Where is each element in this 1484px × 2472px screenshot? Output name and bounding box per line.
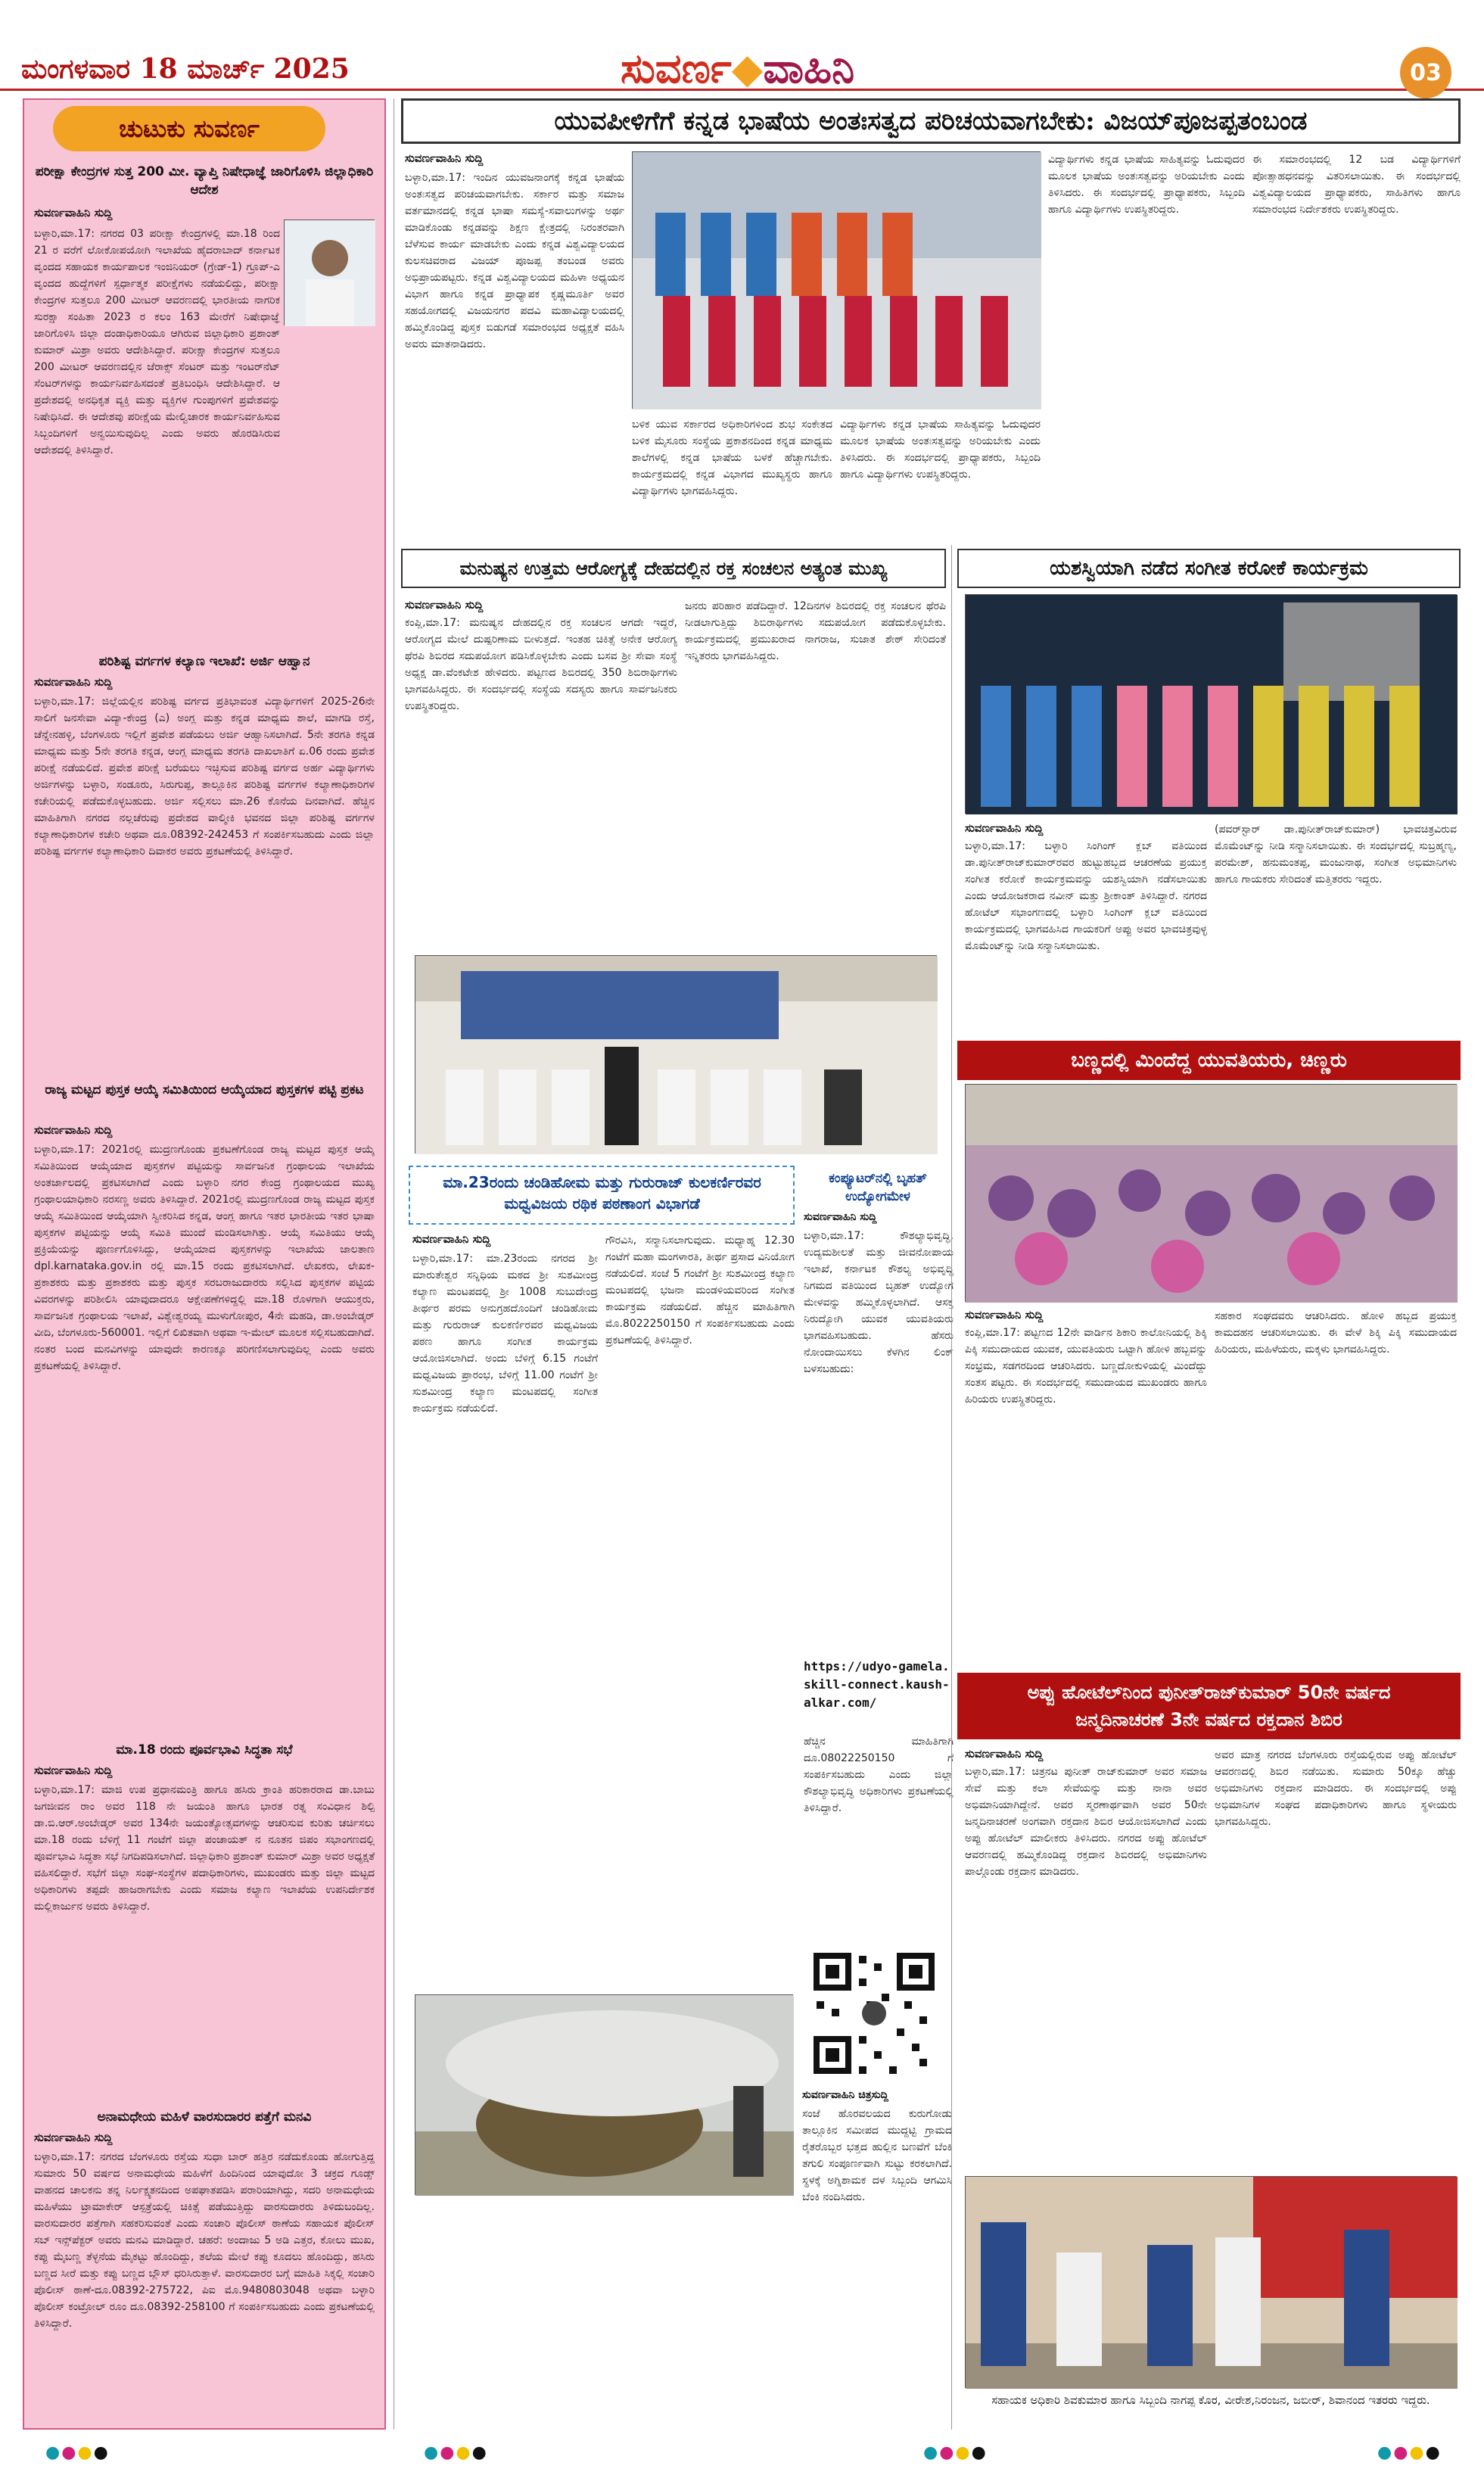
job-registration-link[interactable]: https://udyo-gamela.skill-connect.kaush-alkar.com/ (804, 1659, 950, 1710)
byline: ಸುವರ್ಣವಾಹಿನಿ ಸುದ್ದಿ (412, 1232, 491, 1246)
appu-body: ಬಳ್ಳಾರಿ,ಮಾ.17: ಚಿತ್ರನಟ ಪುನೀತ್ ರಾಜ್‌ಕುಮಾರ್ ಅವರ ಸಮಾಜ ಸೇವೆ ಮತ್ತು ಕಲಾ ಸೇವೆಯನ್ನು ಮತ್ತು ನಾನಾ ಅವರ ಅಭಿಮಾನಿಯಾಗಿದ್ದೇನೆ. ಅವರ ಸ್ಮರಣಾರ್ಥವಾಗಿ ಅವರ 50ನೇ ಜನ್ಮದಿನಾಚರಣೆ ಅಂಗವಾಗಿ ರಕ್ತದಾನ ಶಿಬಿರ ಆಯೋಜಿಸಲಾಗಿದೆ ಎಂದು ಅಪ್ಪು ಹೋಟೆಲ್ ಮಾಲೀಕರು ತಿಳಿಸಿದರು. ನಗರದ ಅಪ್ಪು ಹೋಟೆಲ್ ಆವರಣದಲ್ಲಿ ಹಮ್ಮಿಕೊಂಡಿದ್ದ ರಕ್ತದಾನ ಶಿಬಿರದಲ್ಲಿ ಅಭಿಮಾನಿಗಳು ಪಾಲ್ಗೊಂಡು ರಕ್ತದಾನ ಮಾಡಿದರು. (965, 1766, 1207, 1878)
fire-photo (415, 1994, 793, 2195)
story-headline: ಮಾ.18 ರಂದು ಪೂರ್ವಭಾವಿ ಸಿದ್ಧತಾ ಸಭೆ (116, 1742, 293, 1757)
lead-headline-banner: ಯುವಪೀಳಿಗೆಗೆ ಕನ್ನಡ ಭಾಷೆಯ ಅಂತಃಸತ್ವದ ಪರಿಚಯವಾಗಬೇಕು: ವಿಜಯ್‌ಪೂಜಪ್ಪತಂಬಂಡ (401, 98, 1461, 144)
appu-headline-line2: ಜನ್ಮದಿನಾಚರಣೆ 3ನೇ ವರ್ಷದ ರಕ್ತದಾನ ಶಿಬಿರ (1075, 1709, 1342, 1730)
byline: ಸುವರ್ಣವಾಹಿನಿ ಸುದ್ದಿ (405, 151, 484, 165)
lead-body: ಬಳಿಕ ಯುವ ಸರ್ಕಾರದ ಅಧಿಕಾರಿಗಳಿಂದ ಶುಭ ಸಂಕೇತದ ಬಳಿಕ ಮೈಸೂರು ಸಂಸ್ಥೆಯ ಪ್ರಕಾಶನದಿಂದ ಕನ್ನಡ ಮಾಧ್ಯಮ ಶಾಲೆಗಳಲ್ಲಿ ಕನ್ನಡ ಭಾಷೆಯ ಬಳಕೆ ಹೆಚ್ಚಾಗಬೇಕು. ಕಾರ್ಯಕ್ರಮದಲ್ಲಿ ಕನ್ನಡ ವಿಭಾಗದ ಮುಖ್ಯಸ್ಥರು ಹಾಗೂ ವಿದ್ಯಾರ್ಥಿಗಳು ಭಾಗವಹಿಸಿದ್ದರು. (632, 419, 832, 497)
appu-photo (965, 2176, 1457, 2388)
registration-marks: ●●●● (424, 2443, 488, 2462)
chutuku-heading: ಚುಟುಕು ಸುವರ್ಣ (53, 106, 325, 151)
lead-body: ಬಳ್ಳಾರಿ,ಮಾ.17: ಇಂದಿನ ಯುವಜನಾಂಗಕ್ಕೆ ಕನ್ನಡ ಭಾಷೆಯ ಅಂತಃಸತ್ವದ ಪರಿಚಯವಾಗಬೇಕು. ಸರ್ಕಾರ ಮತ್ತು ಸಮಾಜ ವರ್ತಮಾನದಲ್ಲಿ ಕನ್ನಡ ಭಾಷಾ ಸಮಸ್ಯೆ-ಸವಾಲುಗಳನ್ನು ಅರ್ಥ ಮಾಡಿಕೊಂಡು ಕನ್ನಡವನ್ನು ಶಿಕ್ಷಣ ಕ್ಷೇತ್ರದಲ್ಲಿ ನಿರಂತರವಾಗಿ ಬೆಳೆಸುವ ಕಾರ್ಯ ಮಾಡಬೇಕು ಎಂದು ಕನ್ನಡ ವಿಶ್ವವಿದ್ಯಾಲಯದ ಕುಲಸಚಿವರಾದ ವಿಜಯ್ ಪೂಜಪ್ಪ ತಂಬಂಡ ಅವರು ಅಭಿಪ್ರಾಯಪಟ್ಟರು. ಕನ್ನಡ ವಿಶ್ವವಿದ್ಯಾಲಯದ ಮಹಿಳಾ ಅಧ್ಯಯನ ವಿಭಾಗ ಹಾಗೂ ಕನ್ನಡ ಪ್ರಾಧ್ಯಾಪಕ ಕೃಷ್ಣಮೂರ್ತಿ ಅವರ ಸಹಯೋಗದಲ್ಲಿ ವಿಜಯನಗರ ಪದವಿ ಮಹಾವಿದ್ಯಾಲಯದಲ್ಲಿ ಹಮ್ಮಿಕೊಂಡಿದ್ದ ಪುಸ್ತಕ ಬಿಡುಗಡೆ ಸಮಾರಂಭದ ಅಧ್ಯಕ್ಷತೆ ವಹಿಸಿ ಅವರು ಮಾತನಾಡಿದರು. (405, 172, 624, 350)
byline: ಸುವರ್ಣವಾಹಿನಿ ಸುದ್ದಿ (34, 206, 113, 219)
holi-headline: ಬಣ್ಣದಲ್ಲಿ ಮಿಂದೆದ್ದ ಯುವತಿಯರು, ಚಿಣ್ಣರು (957, 1041, 1461, 1080)
collector-photo (284, 219, 375, 325)
qr-code-icon[interactable] (806, 1945, 942, 2081)
job-body: ಹೆಚ್ಚಿನ ಮಾಹಿತಿಗಾಗಿ ದೂ.08022250150 ಗೆ ಸಂಪರ್ಕಿಸಬಹುದು ಎಂದು ಜಿಲ್ಲಾ ಕೌಶಲ್ಯಾಭಿವೃದ್ಧಿ ಅಧಿಕಾರಿಗಳು ಪ್ರಕಟಣೆಯಲ್ಲಿ ತಿಳಿಸಿದ್ದಾರೆ. (804, 1736, 954, 1814)
column-rule (951, 545, 952, 2430)
story-body: ಬಳ್ಳಾರಿ,ಮಾ.17: ಮಾಜಿ ಉಪ ಪ್ರಧಾನಮಂತ್ರಿ ಹಾಗೂ ಹಸಿರು ಕ್ರಾಂತಿ ಹರಿಕಾರರಾದ ಡಾ.ಬಾಬು ಜಗಜೀವನ ರಾಂ ಅವರ 118 ನೇ ಜಯಂತಿ ಹಾಗೂ ಭಾರತ ರತ್ನ ಸಂವಿಧಾನ ಶಿಲ್ಪಿ ಡಾ.ಬಿ.ಆರ್.ಅಂಬೇಡ್ಕರ್ ಅವರ 134ನೇ ಜಯಂತ್ಯೋತ್ಸವಗಳನ್ನು ಆಚರಿಸುವ ಕುರಿತು ಚರ್ಚಿಸಲು ಮಾ.18 ರಂದು ಬೆಳಿಗ್ಗೆ 11 ಗಂಟೆಗೆ ಜಿಲ್ಲಾ ಪಂಚಾಯತ್ ನ ನೂತನ ಜಿಪಂ ಸಭಾಂಗಣದಲ್ಲಿ ಪೂರ್ವಭಾವಿ ಸಿದ್ಧತಾ ಸಭೆ ನಿಗದಿಪಡಿಸಲಾಗಿದೆ. ಜಿಲ್ಲಾಧಿಕಾರಿ ಪ್ರಶಾಂತ್ ಕುಮಾರ್ ಮಿಶ್ರಾ ಅವರ ಅಧ್ಯಕ್ಷತೆ ವಹಿಸಲಿದ್ದಾರೆ. ಸಭೆಗೆ ಜಿಲ್ಲಾ ಸಂಘ-ಸಂಸ್ಥೆಗಳ ಪದಾಧಿಕಾರಿಗಳು, ಮುಖಂಡರು ಮತ್ತು ಜಿಲ್ಲಾ ಮಟ್ಟದ ಅಧಿಕಾರಿಗಳು ತಪ್ಪದೇ ಹಾಜರಾಗಬೇಕು ಎಂದು ಸಮಾಜ ಕಲ್ಯಾಣ ಇಲಾಖೆಯ ಉಪನಿರ್ದೇಶಕ ಮಲ್ಲಿಕಾರ್ಜುನ ಅವರು ತಿಳಿಸಿದ್ದಾರೆ. (34, 1784, 375, 1913)
health-body: ಕಂಪ್ಲಿ,ಮಾ.17: ಮನುಷ್ಯನ ದೇಹದಲ್ಲಿನ ರಕ್ತ ಸಂಚಲನ ಆಗದೇ ಇದ್ದರೆ, ಆರೋಗ್ಯದ ಮೇಲೆ ದುಷ್ಪರಿಣಾಮ ಬೀಳುತ್ತದೆ. ಇಂತಹ ಚಿಕಿತ್ಸೆ ಅನೇಕ ಆರೋಗ್ಯ ಥೆರಪಿ ಶಿಬಿರದ ಸದುಪಯೋಗ ಪಡಿಸಿಕೊಳ್ಳಬೇಕು ಎಂದು ಬಸವ ಶ್ರೀ ಸೇವಾ ಸಂಸ್ಥೆ ಅಧ್ಯಕ್ಷ ಡಾ.ವೆಂಕಟೇಶ ಹೇಳಿದರು. ಪಟ್ಟಣದ ಶಿಬಿರದಲ್ಲಿ 350 ಶಿಬಿರಾರ್ಥಿಗಳು ಭಾಗವಹಿಸಿದ್ದರು. ಈ ಸಂದರ್ಭದಲ್ಲಿ ಸಂಸ್ಥೆಯ ಸದಸ್ಯರು ಹಾಗೂ ಸಾರ್ವಜನಿಕರು ಉಪಸ್ಥಿತರಿದ್ದರು. (405, 617, 677, 712)
music-body: (ಪವರ್‌ಸ್ಟಾರ್ ಡಾ.ಪುನೀತ್‌ರಾಜ್‌ಕುಮಾರ್) ಭಾವಚಿತ್ರವಿರುವ ಮೊಮೆಂಟ್‌ನ್ನು ನೀಡಿ ಸನ್ಮಾನಿಸಲಾಯಿತು. ಈ ಸಂದರ್ಭದಲ್ಲಿ ಸುಬ್ರಹ್ಮಣ್ಯ, ಪರಮೇಶ್, ಹನುಮಂತಪ್ಪ, ಮಂಜುನಾಥ, ಸಂಗೀತ ಅಭಿಮಾನಿಗಳು ಹಾಗೂ ಗಾಯಕರು ಸೇರಿದಂತೆ ಮತ್ತಿತರರು ಇದ್ದರು. (1215, 823, 1457, 886)
byline: ಸುವರ್ಣವಾಹಿನಿ ಸುದ್ದಿ (965, 1308, 1044, 1322)
holi-photo (965, 1084, 1457, 1302)
registration-marks: ●●●● (45, 2443, 110, 2462)
health-photo (415, 955, 937, 1153)
music-headline: ಯಶಸ್ವಿಯಾಗಿ ನಡೆದ ಸಂಗೀತ ಕರೋಕೆ ಕಾರ್ಯಕ್ರಮ (957, 549, 1461, 588)
story-headline: ರಾಜ್ಯ ಮಟ್ಟದ ಪುಸ್ತಕ ಆಯ್ಕೆ ಸಮಿತಿಯಿಂದ ಆಯ್ಕೆಯಾದ ಪುಸ್ತಕಗಳ ಪಟ್ಟಿ ಪ್ರಕಟ (45, 1082, 364, 1097)
page-number: 03 (1400, 47, 1451, 98)
chandi-body: ಗೌರವಿಸಿ, ಸನ್ಮಾನಿಸಲಾಗುವುದು. ಮಧ್ಯಾಹ್ನ 12.30 ಗಂಟೆಗೆ ಮಹಾ ಮಂಗಳಾರತಿ, ತೀರ್ಥ ಪ್ರಸಾದ ವಿನಿಯೋಗ ನಡೆಯಲಿದೆ. ಸಂಜೆ 5 ಗಂಟೆಗೆ ಶ್ರೀ ಸುಶಮೀಂದ್ರ ಕಲ್ಯಾಣ ಮಂಟಪದಲ್ಲಿ ಭಜನಾ ಮಂಡಳಿಯವರಿಂದ ಸಂಗೀತ ಕಾರ್ಯಕ್ರಮ ನಡೆಯಲಿದೆ. ಹೆಚ್ಚಿನ ಮಾಹಿತಿಗಾಗಿ ಮೊ.8022250150 ಗೆ ಸಂಪರ್ಕಿಸಬಹುದು ಎಂದು ಪ್ರಕಟಣೆಯಲ್ಲಿ ತಿಳಿಸಿದ್ದಾರೆ. (605, 1234, 795, 1347)
appu-headline (957, 1673, 1461, 1739)
lead-body: ಈ ಸಮಾರಂಭದಲ್ಲಿ 12 ಬಡ ವಿದ್ಯಾರ್ಥಿಗಳಿಗೆ ಪೋತ್ಸಾಹಧನವನ್ನು ವಿತರಿಸಲಾಯಿತು. ಈ ಸಂದರ್ಭದಲ್ಲಿ ವಿಶ್ವವಿದ್ಯಾಲಯದ ಪ್ರಾಧ್ಯಾಪಕರು, ಸಾಹಿತಿಗಳು ಹಾಗೂ ಸಮಾರಂಭದ ನಿರ್ದೇಶಕರು ಉಪಸ್ಥಿತರಿದ್ದರು. (1252, 154, 1461, 216)
appu-body: ಅವರ ಮಾತ್ರ ನಗರದ ಬೆಂಗಳೂರು ರಸ್ತೆಯಲ್ಲಿರುವ ಅಪ್ಪು ಹೋಟೆಲ್ ಆವರಣದಲ್ಲಿ ಶಿಬಿರ ನಡೆಯಿತು. ಸುಮಾರು 50ಕ್ಕೂ ಹೆಚ್ಚು ಅಭಿಮಾನಿಗಳು ರಕ್ತದಾನ ಮಾಡಿದರು. ಈ ಸಂದರ್ಭದಲ್ಲಿ ಅಪ್ಪು ಅಭಿಮಾನಿಗಳ ಸಂಘದ ಪದಾಧಿಕಾರಿಗಳು ಹಾಗೂ ಸ್ಥಳೀಯರು ಭಾಗವಹಿಸಿದ್ದರು. (1215, 1749, 1457, 1828)
story-body: ಬಳ್ಳಾರಿ,ಮಾ.17: ನಗರದ ಬೆಂಗಳೂರು ರಸ್ತೆಯ ಸುಧಾ ಬಾರ್ ಹತ್ತಿರ ನಡೆದುಕೊಂಡು ಹೋಗುತ್ತಿದ್ದ ಸುಮಾರು 50 ವರ್ಷದ ಅನಾಮಧೇಯ ಮಹಿಳೆಗೆ ಹಿಂದಿನಿಂದ ಯಾವುದೋ 3 ಚಕ್ರದ ಗೂಡ್ಸ್ ವಾಹನದ ಚಾಲಕನು ತನ್ನ ನಿರ್ಲಕ್ಷ್ಯತನದಿಂದ ಅಪಘಾತಪಡಿಸಿ ಪರಾರಿಯಾಗಿದ್ದು, ಸದರಿ ಅನಾಮಧೇಯ ಮಹಿಳೆಯು ಟ್ರಾಮಾಕೇರ್ ಆಸ್ಪತ್ರೆಯಲ್ಲಿ ಚಿಕಿತ್ಸೆ ಪಡೆಯುತ್ತಿದ್ದು ವಾರಸುದಾರರು ತಿಳಿದುಬಂದಿಲ್ಲ. ವಾರಸುದಾರರ ಪತ್ತೆಗಾಗಿ ಸಹಕರಿಸುವಂತೆ ಎಂದು ಸಂಚಾರಿ ಪೊಲೀಸ್ ಠಾಣೆಯ ಸಹಾಯಕ ಪೊಲೀಸ್ ಸಬ್ ಇನ್ಸ್‌ಪೆಕ್ಟರ್ ಅವರು ಮನವಿ ಮಾಡಿದ್ದಾರೆ. ಚಹರೆ: ಅಂದಾಜು 5 ಅಡಿ ಎತ್ತರ, ಕೋಲು ಮುಖ, ಕಪ್ಪು ಮೈಬಣ್ಣ ತೆಳ್ಳನೆಯ ಮೈಕಟ್ಟು ಹೊಂದಿದ್ದು, ತಲೆಯ ಮೇಲೆ ಕಪ್ಪು ಕೂದಲು ಹೊಂದಿದ್ದು, ಹಸಿರು ಬಣ್ಣದ ಸೀರೆ ಮತ್ತು ಕಪ್ಪು ಬಣ್ಣದ ಬ್ಲೌಸ್ ಧರಿಸಿರುತ್ತಾಳೆ. ವಾರಸುದಾರರ ಬಗ್ಗೆ ಮಾಹಿತಿ ಸಿಕ್ಕಲ್ಲಿ ಸಂಚಾರಿ ಪೊಲೀಸ್ ಠಾಣೆ-ದೂ.08392-275722, ಪಿಐ ಮೊ.9480803048 ಅಥವಾ ಬಳ್ಳಾರಿ ಪೊಲೀಸ್ ಕಂಟ್ರೋಲ್ ರೂಂ ದೂ.08392-258100 ಗೆ ಸಂಪರ್ಕಿಸಬಹುದು ಎಂದು ಪ್ರಕಟಣೆಯಲ್ಲಿ ತಿಳಿಸಿದ್ದಾರೆ. (34, 2151, 375, 2330)
job-headline: ಕಂಪ್ಯೂಟರ್‌ನಲ್ಲಿ ಬೃಹತ್ ಉದ್ಯೋಗಮೇಳ (829, 1171, 927, 1204)
byline: ಸುವರ್ಣವಾಹಿನಿ ಸುದ್ದಿ (965, 821, 1044, 835)
story-headline: ಪರಿಶಿಷ್ಟ ವರ್ಗಗಳ ಕಲ್ಯಾಣ ಇಲಾಖೆ: ಅರ್ಜಿ ಆಹ್ವಾನ (98, 654, 310, 669)
story-body: ಬಳ್ಳಾರಿ,ಮಾ.17: ನಗರದ 03 ಪರೀಕ್ಷಾ ಕೇಂದ್ರಗಳಲ್ಲಿ ಮಾ.18 ರಿಂದ 21 ರ ವರೆಗೆ ಲೋಕೋಪಯೋಗಿ ಇಲಾಖೆಯ ಹೈದರಾಬಾದ್ ಕರ್ನಾಟಕ ವೃಂದದ ಸಹಾಯಕ ಕಾರ್ಯಪಾಲಕ ಇಂಜಿನಿಯರ್ (ಗ್ರೇಡ್-1) ಗ್ರೂಪ್-ಎ ವೃಂದದ ಹುದ್ದೆಗಳಿಗೆ ಸ್ಪರ್ಧಾತ್ಮಕ ಪರೀಕ್ಷೆಗಳು ನಡೆಯಲಿದ್ದು, ಪರೀಕ್ಷಾ ಕೇಂದ್ರಗಳ ಸುತ್ತಲೂ 200 ಮೀಟರ್ ಆವರಣದಲ್ಲಿ ಭಾರತೀಯ ನಾಗರಿಕ ಸುರಕ್ಷಾ ಸಂಹಿತಾ 2023 ರ ಕಲಂ 163 ಮೇರೆಗೆ ನಿಷೇಧಾಜ್ಞೆ ಜಾರಿಗೊಳಿಸಿ ಜಿಲ್ಲಾ ದಂಡಾಧಿಕಾರಿಯೂ ಆಗಿರುವ ಜಿಲ್ಲಾಧಿಕಾರಿ ಪ್ರಶಾಂತ್ ಕುಮಾರ್ ಮಿಶ್ರಾ ಅವರು ಆದೇಶಿಸಿದ್ದಾರೆ. ಪರೀಕ್ಷಾ ಕೇಂದ್ರಗಳ ಸುತ್ತಲೂ 200 ಮೀಟರ್ ಆವರಣದಲ್ಲಿನ ಜೆರಾಕ್ಸ್ ಸೆಂಟರ್ ಮತ್ತು ಇಂಟರ್‌ನೆಟ್ ಸೆಂಟರ್‌ಗಳನ್ನು ಕಾರ್ಯನಿರ್ವಹಿಸದಂತೆ ಪ್ರತಿಬಂಧಿಸಿ ಆದೇಶಿಸಿದ್ದಾರೆ. ಆ ಪ್ರದೇಶದಲ್ಲಿ ಅನಧಿಕೃತ ವ್ಯಕ್ತಿ ಮತ್ತು ವ್ಯಕ್ತಿಗಳ ಗುಂಪುಗಳಿಗೆ ಪ್ರವೇಶವನ್ನು ನಿಷೇಧಿಸಿದೆ. ಈ ಆದೇಶವು ಪರೀಕ್ಷೆಯ ಮೇಲ್ವಿಚಾರಕ ಕಾರ್ಯನಿರ್ವಹಿಸುವ ಸಿಬ್ಬಂದಿಗಳಿಗೆ ಅನ್ವಯಿಸುವುದಿಲ್ಲ ಎಂದು ಅವರು ಹೊರಡಿಸಿರುವ ಆದೇಶದಲ್ಲಿ ತಿಳಿಸಿದ್ದಾರೆ. (34, 228, 280, 456)
registration-marks: ●●●● (923, 2443, 988, 2462)
holi-body: ಕಂಪ್ಲಿ,ಮಾ.17: ಪಟ್ಟಣದ 12ನೇ ವಾರ್ಡಿನ ಶಿಕಾರಿ ಕಾಲೋನಿಯಲ್ಲಿ ಶಿಕ್ಕಿ ಪಿಕ್ಕಿ ಸಮುದಾಯದ ಯುವಕ, ಯುವತಿಯರು ಒಟ್ಟಾಗಿ ಹೋಳಿ ಹಬ್ಬವನ್ನು ಸಂಭ್ರಮ, ಸಡಗರದಿಂದ ಆಚರಿಸಿದರು. ಬಣ್ಣದೋಕುಳಿಯಲ್ಲಿ ಮಿಂದೆದ್ದು ಸಂತಸ ಪಟ್ಟರು. ಈ ಸಂದರ್ಭದಲ್ಲಿ ಸಮುದಾಯದ ಮುಖಂಡರು ಹಾಗೂ ಹಿರಿಯರು ಉಪಸ್ಥಿತರಿದ್ದರು. (965, 1327, 1207, 1406)
chandi-body: ಬಳ್ಳಾರಿ,ಮಾ.17: ಮಾ.23ರಂದು ನಗರದ ಶ್ರೀ ಮಾರುತೇಶ್ವರ ಸನ್ನಿಧಿಯ ಮಠದ ಶ್ರೀ ಸುಶಮೀಂದ್ರ ಕಲ್ಯಾಣ ಮಂಟಪದಲ್ಲಿ ಶ್ರೀ 1008 ಸುಬುದೇಂದ್ರ ತೀರ್ಥರ ಪರಮ ಅನುಗ್ರಹದೊಂದಿಗೆ ಚಂಡಿಹೋಮ ಮತ್ತು ಗುರುರಾಜ್ ಕುಲಕರ್ಣಿರವರ ಮಧ್ವವಿಜಯ ಪಠಣ ಹಾಗೂ ಸಂಗೀತ ಕಾರ್ಯಕ್ರಮ ಆಯೋಜಿಸಲಾಗಿದೆ. ಅಂದು ಬೆಳಿಗ್ಗೆ 6.15 ಗಂಟೆಗೆ ಮಧ್ವವಿಜಯ ಪ್ರಾರಂಭ, ಬೆಳಿಗ್ಗೆ 11.00 ಗಂಟೆಗೆ ಶ್ರೀ ಸುಶಮೀಂದ್ರ ಕಲ್ಯಾಣ ಮಂಟಪದಲ್ಲಿ ಸಂಗೀತ ಕಾರ್ಯಕ್ರಮ ನಡೆಯಲಿದೆ. (412, 1253, 598, 1415)
lead-body: ವಿದ್ಯಾರ್ಥಿಗಳು ಕನ್ನಡ ಭಾಷೆಯ ಸಾಹಿತ್ಯವನ್ನು ಓದುವುದರ ಮೂಲಕ ಭಾಷೆಯ ಅಂತಃಸತ್ವವನ್ನು ಅರಿಯಬೇಕು ಎಂದು ತಿಳಿಸಿದರು. ಈ ಸಂದರ್ಭದಲ್ಲಿ ಪ್ರಾಧ್ಯಾಪಕರು, ಸಿಬ್ಬಂದಿ ಹಾಗೂ ವಿದ್ಯಾರ್ಥಿಗಳು ಉಪಸ್ಥಿತರಿದ್ದರು. (840, 419, 1041, 481)
lead-body: ವಿದ್ಯಾರ್ಥಿಗಳು ಕನ್ನಡ ಭಾಷೆಯ ಸಾಹಿತ್ಯವನ್ನು ಓದುವುದರ ಮೂಲಕ ಭಾಷೆಯ ಅಂತಃಸತ್ವವನ್ನು ಅರಿಯಬೇಕು ಎಂದು ತಿಳಿಸಿದರು. ಈ ಸಂದರ್ಭದಲ್ಲಿ ಪ್ರಾಧ್ಯಾಪಕರು, ಸಿಬ್ಬಂದಿ ಹಾಗೂ ವಿದ್ಯಾರ್ಥಿಗಳು ಉಪಸ್ಥಿತರಿದ್ದರು. (1048, 154, 1245, 216)
music-body: ಬಳ್ಳಾರಿ,ಮಾ.17: ಬಳ್ಳಾರಿ ಸಿಂಗಿಂಗ್ ಕ್ಲಬ್ ವತಿಯಿಂದ ಡಾ.ಪುನೀತ್‌ರಾಜ್‌ಕುಮಾರ್‌ರವರ ಹುಟ್ಟುಹಬ್ಬದ ಆಚರಣೆಯ ಪ್ರಯುಕ್ತ ಸಂಗೀತ ಕರೋಕೆ ಕಾರ್ಯಕ್ರಮವನ್ನು ಯಶಸ್ವಿಯಾಗಿ ನಡೆಸಲಾಯಿತು ಎಂದು ಆಯೋಜಕರಾದ ನವೀನ್ ಮತ್ತು ಶ್ರೀಕಾಂತ್ ತಿಳಿಸಿದ್ದಾರೆ. ನಗರದ ಹೋಟೆಲ್ ಸಭಾಂಗಣದಲ್ಲಿ ಬಳ್ಳಾರಿ ಸಿಂಗಿಂಗ್ ಕ್ಲಬ್ ವತಿಯಿಂದ ಕಾರ್ಯಕ್ರಮದಲ್ಲಿ ಭಾಗವಹಿಸಿದ ಗಾಯಕರಿಗೆ ಅಪ್ಪು ಅವರ ಭಾವಚಿತ್ರವುಳ್ಳ ಮೊಮೆಂಟ್‌ನ್ನು ನೀಡಿ ಸನ್ಮಾನಿಸಲಾಯಿತು. (965, 840, 1207, 952)
byline: ಸುವರ್ಣವಾಹಿನಿ ಸುದ್ದಿ (34, 1764, 113, 1777)
byline: ಸುವರ್ಣವಾಹಿನಿ ಸುದ್ದಿ (34, 2131, 113, 2144)
byline: ಸುವರ್ಣವಾಹಿನಿ ಚಿತ್ರಸುದ್ದಿ (802, 2089, 888, 2101)
fire-body: ಸಂಜೆ ಹೊರವಲಯದ ಕುರುಗೋಡು ತಾಲ್ಲೂಕಿನ ಸಮೀಪದ ಮುದ್ದಟ್ಟಿ ಗ್ರಾಮದ ರೈತರೊಬ್ಬರ ಭತ್ತದ ಹುಲ್ಲಿನ ಬಣವೆಗೆ ಬೆಂಕಿ ತಗುಲಿ ಸಂಪೂರ್ಣವಾಗಿ ಸುಟ್ಟು ಕರಕಲಾಗಿದೆ. ಸ್ಥಳಕ್ಕೆ ಅಗ್ನಿಶಾಮಕ ದಳ ಸಿಬ್ಬಂದಿ ಆಗಮಿಸಿ ಬೆಂಕಿ ನಂದಿಸಿದರು. (802, 2108, 952, 2203)
story-headline: ಅನಾಮಧೇಯ ಮಹಿಳೆ ವಾರಸುದಾರರ ಪತ್ತೆಗೆ ಮನವಿ (97, 2109, 312, 2125)
registration-marks: ●●●● (1377, 2443, 1442, 2462)
byline: ಸುವರ್ಣವಾಹಿನಿ ಸುದ್ದಿ (34, 1123, 113, 1137)
lead-photo (632, 151, 1041, 409)
holi-body: ಸಹಕಾರ ಸಂಘದವರು ಆಚರಿಸಿದರು. ಹೋಳಿ ಹಬ್ಬದ ಪ್ರಯುಕ್ತ ಕಾಮದಹನ ಆಚರಿಸಲಾಯಿತು. ಈ ವೇಳೆ ಶಿಕ್ಕಿ ಪಿಕ್ಕಿ ಸಮುದಾಯದ ಹಿರಿಯರು, ಮಹಿಳೆಯರು, ಮಕ್ಕಳು ಭಾಗವಹಿಸಿದ್ದರು. (1215, 1310, 1457, 1356)
story-body: ಬಳ್ಳಾರಿ,ಮಾ.17: 2021ರಲ್ಲಿ ಮುದ್ರಣಗೊಂಡು ಪ್ರಕಟಣೆಗೊಂಡ ರಾಜ್ಯ ಮಟ್ಟದ ಪುಸ್ತಕ ಆಯ್ಕೆ ಸಮಿತಿಯಿಂದ ಆಯ್ಕೆಯಾದ ಪುಸ್ತಕಗಳ ಪಟ್ಟಿಯನ್ನು ಸಾರ್ವಜನಿಕ ಗ್ರಂಥಾಲಯ ಇಲಾಖೆಯ ಅಂತರ್ಜಾಲದಲ್ಲಿ ಪ್ರಕಟಿಸಲಾಗಿದೆ ಎಂದು ಬಳ್ಳಾರಿ ನಗರ ಕೇಂದ್ರ ಗ್ರಂಥಾಲಯದ ಮುಖ್ಯ ಗ್ರಂಥಾಲಯಾಧಿಕಾರಿ ನರಸಣ್ಣ ಅವರು ತಿಳಿಸಿದ್ದಾರೆ. 2021ರಲ್ಲಿ ಮುದ್ರಣಗೊಂಡ ರಾಜ್ಯ ಮಟ್ಟದ ಪುಸ್ತಕ ಆಯ್ಕೆ ಸಮಿತಿಯಿಂದ ಆಯ್ಕೆಯಾಗಿ ಸ್ವೀಕರಿಸಿದ ಕನ್ನಡ, ಆಂಗ್ಲ ಹಾಗೂ ಇತರ ಭಾರತೀಯ ಇತರ ಭಾಷಾ ಪುಸ್ತಕಗಳ ಪಟ್ಟಿಯನ್ನು ಆಯ್ಕೆ ಸಮಿತಿ ಮುಂದೆ ಮಂಡಿಸಲಾಗಿತ್ತು. ಆಯ್ಕೆ ಸಮಿತಿಯು ಆಯ್ಕೆ ಪ್ರಕ್ರಿಯೆಯನ್ನು ಪೂರ್ಣಗೊಳಿಸಿದ್ದು, ಆಯ್ಕೆಯಾದ ಪುಸ್ತಕಗಳನ್ನು ಇಲಾಖೆಯ ಜಾಲತಾಣ dpl.karnataka.gov.in ರಲ್ಲಿ ಮಾ.15 ರಂದು ಪ್ರಕಟಿಸಲಾಗಿದೆ. ಲೇಖಕರು, ಲೇಖಕ-ಪ್ರಕಾಶಕರು ಮತ್ತು ಪ್ರಕಾಶಕರು ಮತ್ತು ಪುಸ್ತಕ ಸರಬರಾಜುದಾರರು ಸಲ್ಲಿಸಿದ ಪುಸ್ತಕಗಳ ಪಟ್ಟಿಯ ವಿವರಗಳನ್ನು ಪರಿಶೀಲಿಸಿ ಯಾವುದಾದರೂ ಆಕ್ಷೇಪಣೆಗಳಿದ್ದಲ್ಲಿ ಮಾ.18 ರೊಳಗಾಗಿ ಆಯುಕ್ತರು, ಸಾರ್ವಜನಿಕ ಗ್ರಂಥಾಲಯ ಇಲಾಖೆ, ವಿಶ್ವೇಶ್ವರಯ್ಯ ಮುಳುಗೋಪುರ, 4ನೇ ಮಹಡಿ, ಡಾ.ಅಂಬೇಡ್ಕರ್ ವೀದಿ, ಬೆಂಗಳೂರು-560001. ಇಲ್ಲಿಗೆ ಲಿಖಿತವಾಗಿ ಅಥವಾ ಇ-ಮೇಲ್ ಮೂಲಕ ಸಲ್ಲಿಸಬಹುದಾಗಿದೆ. ನಂತರ ಬಂದ ಮನವಿಗಳನ್ನು ಯಾವುದೇ ಕಾರಣಕ್ಕೂ ಪರಿಗಣಿಸಲಾಗುವುದಿಲ್ಲ ಎಂದು ಅವರು ಪ್ರಕಟಣೆಯಲ್ಲಿ ತಿಳಿಸಿದ್ದಾರೆ. (34, 1144, 375, 1372)
story-body-cont (34, 330, 375, 655)
issue-date: ಮಂಗಳವಾರ 18 ಮಾರ್ಚ್ 2025 (21, 53, 350, 85)
chandi-headline: ಮಾ.23ರಂದು ಚಂಡಿಹೋಮ ಮತ್ತು ಗುರುರಾಜ್ ಕುಲಕರ್ಣಿರವರ ಮಧ್ವವಿಜಯ ರಥಿಕ ಪಠಣಾಂಗ ವಿಭಾಗಡೆ (443, 1173, 761, 1213)
health-headline: ಮನುಷ್ಯನ ಉತ್ತಮ ಆರೋಗ್ಯಕ್ಕೆ ದೇಹದಲ್ಲಿನ ರಕ್ತ ಸಂಚಲನ ಅತ್ಯಂತ ಮುಖ್ಯ (401, 549, 946, 588)
health-body: ಜನರು ಪರಿಹಾರ ಪಡೆದಿದ್ದಾರೆ. 12ದಿನಗಳ ಶಿಬಿರದಲ್ಲಿ ರಕ್ತ ಸಂಚಲನ ಥೆರಪಿ ನೀಡಲಾಗುತ್ತಿದ್ದು ಶಿಬಿರಾರ್ಥಿಗಳು ಸದುಪಯೋಗ ಪಡೆದುಕೊಳ್ಳಬೇಕು. ಕಾರ್ಯಕ್ರಮದಲ್ಲಿ ಪ್ರಮುಖರಾದ ನಾಗರಾಜ, ಸುಜಾತ ಶೇಠ್ ಸೇರಿದಂತೆ ಇನ್ನಿತರರು ಭಾಗವಹಿಸಿದ್ದರು. (685, 600, 946, 662)
byline: ಸುವರ್ಣವಾಹಿನಿ ಸುದ್ದಿ (804, 1211, 877, 1223)
logo-swoosh-icon: ◆ (731, 44, 764, 92)
byline: ಸುವರ್ಣವಾಹಿನಿ ಸುದ್ದಿ (405, 598, 484, 612)
newspaper-logo: ಸುವರ್ಣ◆ವಾಹಿನಿ (621, 44, 855, 92)
story-body: ಬಳ್ಳಾರಿ,ಮಾ.17: ಜಿಲ್ಲೆಯಲ್ಲಿನ ಪರಿಶಿಷ್ಟ ವರ್ಗದ ಪ್ರತಿಭಾವಂತ ವಿದ್ಯಾರ್ಥಿಗಳಿಗೆ 2025-26ನೇ ಸಾಲಿಗೆ ಜನಸೇವಾ ವಿದ್ಯಾ-ಕೇಂದ್ರ (ಎ) ಅಂಗ್ಲ ಮತ್ತು ಕನ್ನಡ ಮಾಧ್ಯಮ ಶಾಲೆ, ಮಾಗಡಿ ರಸ್ತೆ, ಚೆನ್ನೇನಹಳ್ಳಿ, ಬೆಂಗಳೂರು ಇಲ್ಲಿಗೆ ಪ್ರವೇಶ ಪಡೆಯಲು ಅರ್ಜಿ ಆಹ್ವಾನಿಸಲಾಗಿದೆ. 5ನೇ ತರಗತಿ ಕನ್ನಡ ಮಾಧ್ಯಮ ಮತ್ತು 5ನೇ ತರಗತಿ ಕನ್ನಡ, ಆಂಗ್ಲ ಮಾಧ್ಯಮ ತರಗತಿ ದಾಖಲಾತಿಗೆ ಏ.06 ರಂದು ಪ್ರವೇಶ ಪರೀಕ್ಷೆ ನಡೆಯಲಿದೆ. ಪ್ರವೇಶ ಪರೀಕ್ಷೆ ಬರೆಯಲು ಇಚ್ಛಿಸುವ ಪರಿಶಿಷ್ಟ ವರ್ಗದ ಅರ್ಹ ವಿದ್ಯಾರ್ಥಿಗಳು ಅರ್ಜಿಗಳನ್ನು ಬಳ್ಳಾರಿ, ಸಂಡೂರು, ಸಿರುಗುಪ್ಪ, ತಾಲ್ಲೂಕಿನ ಪರಿಶಿಷ್ಟ ವರ್ಗಗಳ ಕಲ್ಯಾಣಾಧಿಕಾರಿಗಳ ಕಚೇರಿಯಲ್ಲಿ ಪಡೆದುಕೊಳ್ಳಬಹುದು. ಅರ್ಜಿ ಸಲ್ಲಿಸಲು ಮಾ.26 ಕೊನೆಯ ದಿನವಾಗಿದೆ. ಹೆಚ್ಚಿನ ಮಾಹಿತಿಗಾಗಿ ನಗರದ ನಲ್ಲಚೆರುವು ಪ್ರದೇಶದ ವಾಲ್ಮೀಕಿ ಭವನದ ಜಿಲ್ಲಾ ಪರಿಶಿಷ್ಟ ವರ್ಗಗಳ ಕಲ್ಯಾಣಾಧಿಕಾರಿಗಳ ಕಚೇರಿ ಅಥವಾ ದೂ.08392-242453 ಗೆ ಸಂಪರ್ಕಿಸಬಹುದು ಎಂದು ಜಿಲ್ಲಾ ಪರಿಶಿಷ್ಟ ವರ್ಗಗಳ ಕಲ್ಯಾಣಾಧಿಕಾರಿ ದಿವಾಕರ ಅವರು ಪ್ರಕಟಣೆಯಲ್ಲಿ ತಿಳಿಸಿದ್ದಾರೆ. (34, 696, 375, 858)
job-body: ಬಳ್ಳಾರಿ,ಮಾ.17: ಕೌಶಲ್ಯಾಭಿವೃದ್ಧಿ, ಉದ್ಯಮಶೀಲತೆ ಮತ್ತು ಜೀವನೋಪಾಯ ಇಲಾಖೆ, ಕರ್ನಾಟಕ ಕೌಶಲ್ಯ ಅಭಿವೃದ್ಧಿ ನಿಗಮದ ವತಿಯಿಂದ ಬೃಹತ್ ಉದ್ಯೋಗ ಮೇಳವನ್ನು ಹಮ್ಮಿಕೊಳ್ಳಲಾಗಿದೆ. ಆಸಕ್ತ ನಿರುದ್ಯೋಗಿ ಯುವಕ ಯುವತಿಯರು ಭಾಗವಹಿಸಬಹುದು. ಹೆಸರು ನೋಂದಾಯಿಸಲು ಕೆಳಗಿನ ಲಿಂಕ್ ಬಳಸಬಹುದು: (804, 1230, 954, 1375)
byline: ಸುವರ್ಣವಾಹಿನಿ ಸುದ್ದಿ (34, 675, 113, 689)
appu-caption: ಸಹಾಯಕ ಅಧಿಕಾರಿ ಶಿವಕುಮಾರ ಹಾಗೂ ಸಿಬ್ಬಂದಿ ನಾಗಪ್ಪ ಕೊರ, ವೀರೇಶ,ನಿರಂಜನ, ಜಬೀರ್, ಶಿವಾನಂದ ಇತರರು ಇದ್ದರು. (991, 2393, 1430, 2407)
music-photo (965, 594, 1457, 814)
story-headline: ಪರೀಕ್ಷಾ ಕೇಂದ್ರಗಳ ಸುತ್ತ 200 ಮೀ. ವ್ಯಾಪ್ತಿ ನಿಷೇಧಾಜ್ಞೆ ಜಾರಿಗೊಳಿಸಿ ಜಿಲ್ಲಾಧಿಕಾರಿ ಆದೇಶ (35, 164, 374, 198)
appu-headline-line1: ಅಪ್ಪು ಹೋಟೆಲ್‌ನಿಂದ ಪುನೀತ್‌ರಾಜ್‌ಕುಮಾರ್ 50ನೇ ವರ್ಷದ (1027, 1682, 1391, 1703)
byline: ಸುವರ್ಣವಾಹಿನಿ ಸುದ್ದಿ (965, 1747, 1044, 1761)
